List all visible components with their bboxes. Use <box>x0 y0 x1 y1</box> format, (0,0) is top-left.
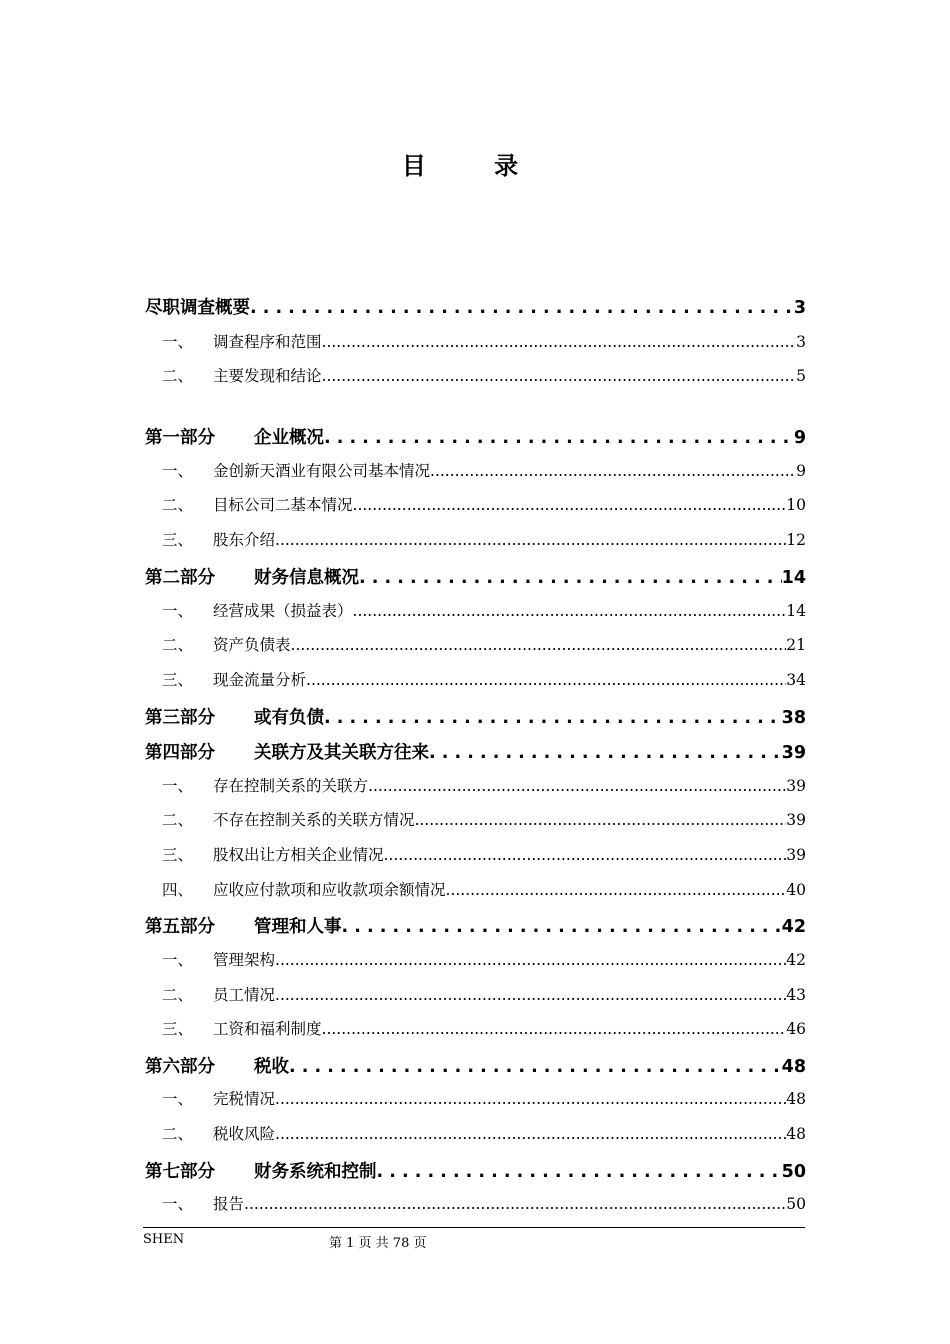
toc-dot-leader <box>322 333 797 351</box>
toc-entry-page: 50 <box>781 1162 806 1182</box>
toc-entry-number: 一、 <box>162 777 194 795</box>
toc-entry-title: 管理架构 <box>213 951 276 969</box>
toc-entry-page: 5 <box>796 367 806 385</box>
toc-dot-leader <box>368 777 786 795</box>
toc-entry-title: 完税情况 <box>213 1090 276 1108</box>
toc-dot-leader <box>384 846 787 864</box>
toc-subsection-entry[interactable] <box>145 1192 806 1214</box>
toc-entry-title: 经营成果（损益表） <box>213 602 353 620</box>
toc-entry-title: 税收 <box>254 1057 289 1077</box>
toc-subsection-entry[interactable] <box>145 948 806 970</box>
toc-entry-title: 金创新天酒业有限公司基本情况 <box>213 462 431 480</box>
toc-entry-page: 50 <box>786 1195 806 1213</box>
toc-dot-leader <box>429 743 782 763</box>
toc-subsection-entry[interactable] <box>145 878 806 900</box>
toc-entry-number: 第六部分 <box>145 1057 215 1077</box>
toc-entry-page: 34 <box>786 671 806 689</box>
toc-entry-number: 二、 <box>162 986 194 1004</box>
toc-entry-number: 第三部分 <box>145 708 215 728</box>
toc-subsection-entry[interactable] <box>145 1087 806 1109</box>
toc-dot-leader <box>342 917 782 937</box>
toc-dot-leader <box>322 367 797 385</box>
toc-dot-leader <box>250 298 794 318</box>
toc-entry-title: 员工情况 <box>213 986 276 1004</box>
toc-entry-number: 三、 <box>162 531 194 549</box>
toc-entry-page: 46 <box>786 1020 806 1038</box>
toc-section-entry[interactable] <box>145 739 806 764</box>
toc-entry-page: 14 <box>786 602 806 620</box>
toc-dot-leader <box>275 531 786 549</box>
toc-entry-title: 财务系统和控制 <box>254 1162 377 1182</box>
toc-entry-number: 三、 <box>162 671 194 689</box>
toc-entry-page: 9 <box>793 428 806 448</box>
toc-entry-page: 40 <box>786 881 806 899</box>
toc-entry-page: 39 <box>786 846 806 864</box>
toc-section-entry[interactable] <box>145 564 806 589</box>
toc-dot-leader <box>415 811 787 829</box>
toc-entry-page: 3 <box>796 333 806 351</box>
toc-subsection-entry[interactable] <box>145 983 806 1005</box>
toc-entry-number: 三、 <box>162 1020 194 1038</box>
toc-entry-number: 第五部分 <box>145 917 215 937</box>
toc-entry-number: 四、 <box>162 881 194 899</box>
toc-entry-title: 调查程序和范围 <box>213 333 322 351</box>
toc-subsection-entry[interactable] <box>145 808 806 830</box>
toc-entry-number: 一、 <box>162 951 194 969</box>
toc-entry-number: 一、 <box>162 602 194 620</box>
toc-dot-leader <box>322 1020 787 1038</box>
toc-entry-page: 48 <box>781 1057 806 1077</box>
toc-dot-leader <box>359 568 782 588</box>
toc-entry-title: 不存在控制关系的关联方情况 <box>213 811 415 829</box>
toc-section-entry[interactable] <box>145 1053 806 1078</box>
toc-dot-leader <box>275 1090 786 1108</box>
toc-entry-number: 一、 <box>162 1195 194 1213</box>
toc-entry-title: 股东介绍 <box>213 531 276 549</box>
toc-entry-number: 第七部分 <box>145 1162 215 1182</box>
toc-entry-title: 关联方及其关联方往来 <box>254 743 429 763</box>
toc-entry-page: 42 <box>781 917 806 937</box>
page-footer <box>143 1227 805 1251</box>
toc-section-entry[interactable] <box>145 704 806 729</box>
toc-section-entry[interactable] <box>145 424 806 449</box>
toc-entry-page: 14 <box>781 568 806 588</box>
toc-entry-page: 48 <box>786 1125 806 1143</box>
toc-dot-leader <box>275 951 786 969</box>
toc-subsection-entry[interactable] <box>145 364 806 386</box>
toc-dot-leader <box>306 671 786 689</box>
toc-entry-title: 报告 <box>213 1195 245 1213</box>
toc-dot-leader <box>324 708 782 728</box>
toc-subsection-entry[interactable] <box>145 1017 806 1039</box>
toc-subsection-entry[interactable] <box>145 668 806 690</box>
toc-entry-page: 9 <box>796 462 806 480</box>
toc-entry-page: 21 <box>786 636 806 654</box>
toc-entry-title: 财务信息概况 <box>254 568 359 588</box>
toc-entry-number: 二、 <box>162 1125 194 1143</box>
toc-dot-leader <box>430 462 796 480</box>
toc-entry-page: 39 <box>786 777 806 795</box>
toc-dot-leader <box>353 496 787 514</box>
toc-subsection-entry[interactable] <box>145 528 806 550</box>
toc-entry-page: 3 <box>793 298 806 318</box>
toc-section-entry[interactable] <box>145 1158 806 1183</box>
toc-subsection-entry[interactable] <box>145 774 806 796</box>
toc-dot-leader <box>275 1125 786 1143</box>
toc-entry-page: 39 <box>786 811 806 829</box>
toc-subsection-entry[interactable] <box>145 459 806 481</box>
toc-dot-leader <box>244 1195 786 1213</box>
toc-entry-number: 一、 <box>162 333 194 351</box>
toc-dot-leader <box>289 1057 782 1077</box>
toc-entry-number: 三、 <box>162 846 194 864</box>
toc-dot-leader <box>446 881 787 899</box>
toc-entry-title: 主要发现和结论 <box>213 367 322 385</box>
toc-entry-number: 二、 <box>162 636 194 654</box>
toc-entry-number: 一、 <box>162 1090 194 1108</box>
toc-entry-title: 税收风险 <box>213 1125 276 1143</box>
toc-dot-leader <box>377 1162 782 1182</box>
toc-entry-title: 资产负债表 <box>213 636 291 654</box>
footer-page-number: 第 1 页 共 78 页 <box>329 1236 427 1251</box>
toc-entry-number: 第一部分 <box>145 428 215 448</box>
toc-entry-title: 股权出让方相关企业情况 <box>213 846 384 864</box>
toc-entry-number: 第四部分 <box>145 743 215 763</box>
footer-author: SHEN <box>143 1232 185 1247</box>
toc-entry-title: 现金流量分析 <box>213 671 307 689</box>
toc-entry-title: 应收应付款项和应收款项余额情况 <box>213 881 446 899</box>
toc-entry-page: 12 <box>786 531 806 549</box>
toc-entry-page: 38 <box>781 708 806 728</box>
toc-entry-title: 工资和福利制度 <box>213 1020 322 1038</box>
toc-entry-title: 目标公司二基本情况 <box>213 496 353 514</box>
toc-subsection-entry[interactable] <box>145 493 806 515</box>
toc-dot-leader <box>324 428 794 448</box>
toc-entry-number: 二、 <box>162 496 194 514</box>
toc-entry-page: 10 <box>786 496 806 514</box>
toc-dot-leader <box>291 636 787 654</box>
toc-section-entry[interactable] <box>145 913 806 938</box>
toc-entry-page: 42 <box>786 951 806 969</box>
toc-dot-leader <box>353 602 787 620</box>
toc-entry-number: 二、 <box>162 811 194 829</box>
toc-entry-title: 企业概况 <box>254 428 324 448</box>
toc-entry-page: 39 <box>781 743 806 763</box>
toc-entry-number: 第二部分 <box>145 568 215 588</box>
toc-entry-number: 一、 <box>162 462 194 480</box>
toc-subsection-entry[interactable] <box>145 843 806 865</box>
page-title: 目 录 <box>401 152 549 180</box>
toc-entry-title: 管理和人事 <box>254 917 342 937</box>
toc-subsection-entry[interactable] <box>145 1122 806 1144</box>
toc-entry-page: 43 <box>786 986 806 1004</box>
toc-subsection-entry[interactable] <box>145 599 806 621</box>
toc-entry-title: 或有负债 <box>254 708 324 728</box>
toc-entry-number: 二、 <box>162 367 194 385</box>
toc-subsection-entry[interactable] <box>145 633 806 655</box>
toc-entry-title: 尽职调查概要 <box>145 298 250 318</box>
toc-dot-leader <box>275 986 786 1004</box>
toc-entry-title: 存在控制关系的关联方 <box>213 777 369 795</box>
toc-entry-page: 48 <box>786 1090 806 1108</box>
toc-section-entry[interactable] <box>145 294 806 319</box>
toc-subsection-entry[interactable] <box>145 330 806 352</box>
